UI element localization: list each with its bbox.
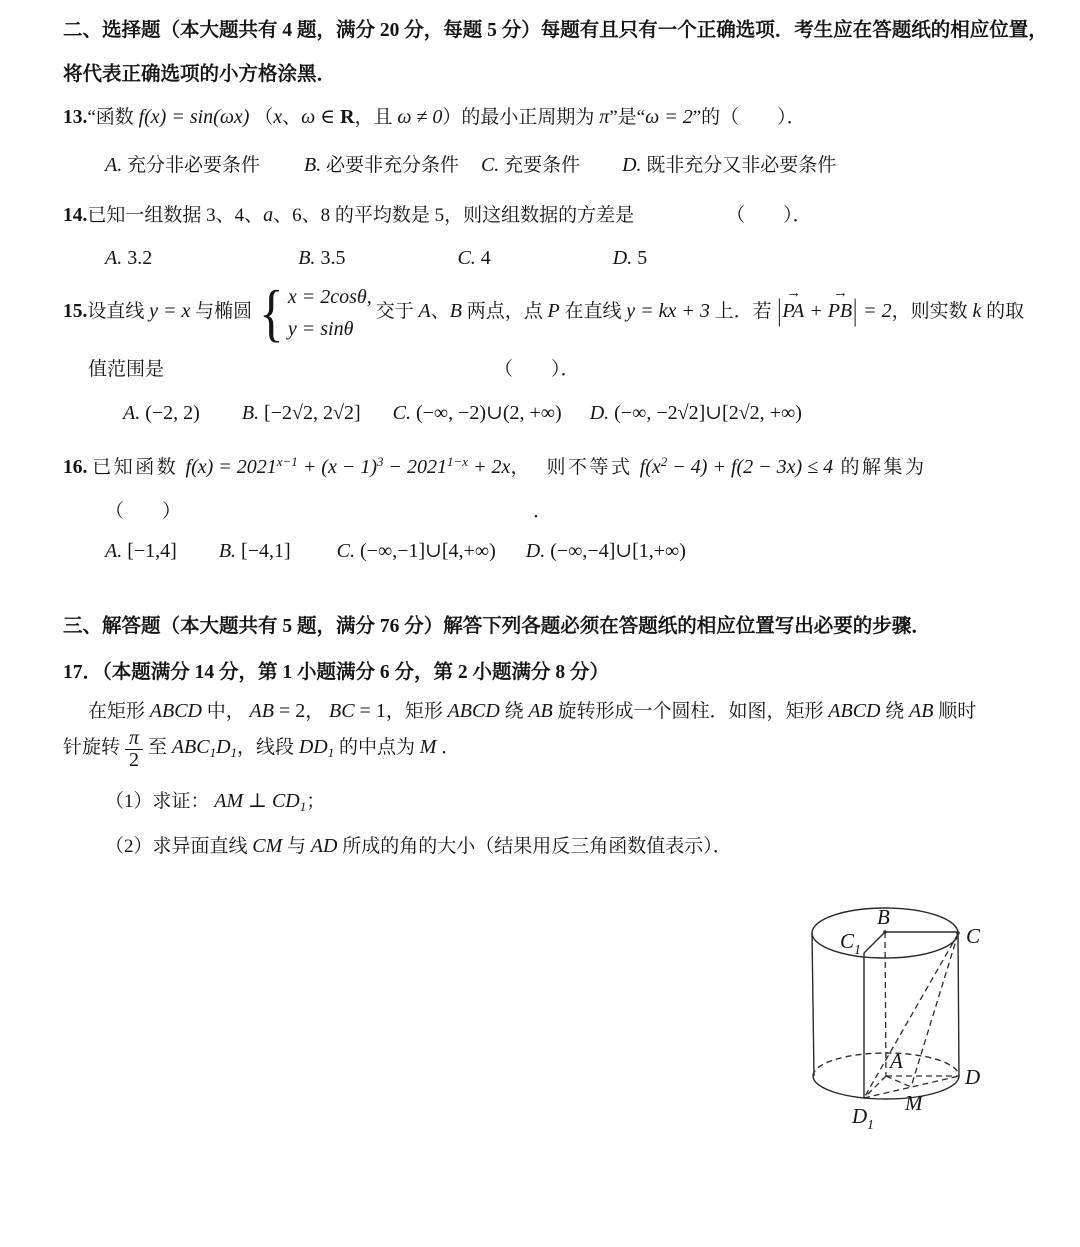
system-equations xyxy=(288,284,372,343)
point-C xyxy=(956,931,960,935)
text-segment: f(x xyxy=(639,455,661,478)
text-segment: A xyxy=(418,299,431,322)
text-segment: BC xyxy=(328,699,355,722)
text-segment: ； xyxy=(306,791,326,813)
text-segment: （1）求证： xyxy=(105,791,215,813)
text-segment: ，且 xyxy=(354,107,398,129)
s3-header xyxy=(63,614,1022,640)
equation-line: x = 2cosθ, xyxy=(287,285,372,308)
text-segment: CD xyxy=(271,790,300,813)
text-segment: A. xyxy=(105,539,123,562)
label-D: D xyxy=(965,1065,981,1089)
segment-CM xyxy=(911,934,958,1087)
text-segment: R xyxy=(340,106,355,129)
vector-arrow-icon: → xyxy=(786,284,801,301)
text-segment: ω ≠ 0 xyxy=(397,106,443,129)
left-brace: { xyxy=(259,277,284,349)
text-segment: ABCD xyxy=(828,699,881,722)
text-segment: D. xyxy=(622,154,642,177)
text-segment: 与椭圆 xyxy=(190,300,253,322)
text-segment: 的解集为 xyxy=(833,456,927,478)
q14-options xyxy=(63,245,1022,271)
text-segment: = 2 xyxy=(858,299,892,322)
cylinder-bottom-front-arc xyxy=(813,1076,959,1099)
text-segment: C. xyxy=(336,539,355,562)
text-segment: 值范围是 xyxy=(88,358,165,380)
label-M: M xyxy=(905,1091,923,1115)
figure-labels xyxy=(840,905,981,1133)
text-segment: x xyxy=(273,106,283,129)
text-segment: x−1 xyxy=(276,453,298,469)
vector-term: PB → xyxy=(827,284,853,322)
text-segment: | xyxy=(853,293,858,328)
equation-line: y = sinθ xyxy=(287,318,354,341)
text-segment: B. xyxy=(303,154,322,177)
text-segment: M xyxy=(419,736,437,759)
text-segment: ， 则不等式 xyxy=(510,456,640,478)
text-segment: “函数 xyxy=(87,107,139,129)
text-segment: ⊥ xyxy=(243,790,272,813)
text-segment: 针旋转 xyxy=(63,737,121,759)
text-segment: 三、解答题（本大题共有 5 题，满分 76 分）解答下列各题必须在答题纸的相应位置写出必要的步骤． xyxy=(63,616,931,638)
text-segment: AB xyxy=(528,699,553,722)
text-segment: a xyxy=(263,203,274,226)
q17-body-1 xyxy=(63,698,1022,724)
text-segment: D. xyxy=(612,247,633,270)
text-segment: 在矩形 xyxy=(88,700,150,722)
text-segment: ABCD xyxy=(447,699,500,722)
text-segment: CM xyxy=(252,835,283,858)
text-segment: 中， xyxy=(201,700,250,722)
text-segment: 的取 xyxy=(981,300,1025,322)
text-segment: 3.5 xyxy=(315,247,346,270)
text-segment: P xyxy=(547,299,560,322)
q16-options xyxy=(63,538,1022,564)
text-segment: ． xyxy=(533,500,553,522)
parametric-system xyxy=(256,277,372,349)
text-segment: ）的最小正周期为 xyxy=(442,107,600,129)
label-A: A xyxy=(890,1049,903,1073)
text-segment: (−∞,−4]∪[1,+∞) xyxy=(545,539,686,562)
text-segment: 、6、8 的平均数是 5，则这组数据的方差是 xyxy=(273,204,635,226)
text-segment: 17．（本题满分 14 分，第 1 小题满分 6 分，第 2 小题满分 8 分） xyxy=(63,661,610,683)
text-segment: 设直线 xyxy=(87,300,150,322)
segment-CD xyxy=(958,933,959,1076)
segment-BC1 xyxy=(864,932,885,953)
text-segment: D xyxy=(216,736,231,759)
text-segment: 16. xyxy=(63,456,93,478)
text-segment: 二、选择题（本大题共有 4 题，满分 20 分，每题 5 分）每题有且只有一个正确选项．考生应在答题纸的相应位置， xyxy=(63,20,1048,41)
text-segment: C. xyxy=(480,154,500,177)
label-B: B xyxy=(877,905,890,929)
text-segment: （ ）． xyxy=(494,358,580,380)
text-segment: | xyxy=(777,293,782,328)
text-segment: (−∞, −2)∪(2, +∞) xyxy=(410,401,562,424)
text-segment: − 4) + f(2 − 3x) ≤ 4 xyxy=(667,455,834,478)
text-segment: 1 xyxy=(327,745,335,761)
point-B xyxy=(883,930,887,934)
text-segment: ABC xyxy=(171,736,210,759)
text-segment: 旋转形成一个圆柱．如图，矩形 xyxy=(552,700,829,722)
text-segment: 1−x xyxy=(447,453,469,469)
label-C: C xyxy=(966,924,981,948)
text-segment: B xyxy=(449,299,462,322)
text-segment: 2 xyxy=(660,453,668,469)
text-segment: ． xyxy=(436,737,461,759)
text-segment: (−2, 2) xyxy=(140,401,200,424)
text-segment: 至 xyxy=(148,737,172,759)
text-segment: [−2√2, 2√2] xyxy=(259,401,361,424)
q17-body-2 xyxy=(63,728,1022,771)
text-segment: 1 xyxy=(230,745,238,761)
text-segment: AM xyxy=(214,790,244,813)
text-segment: ”是“ xyxy=(609,107,646,129)
text-segment: 与 xyxy=(282,836,311,858)
text-segment: [−4,1] xyxy=(236,539,291,562)
text-segment: 充要条件 xyxy=(499,155,581,177)
text-segment: C. xyxy=(457,247,476,270)
label-D1: D xyxy=(852,1104,868,1128)
text-segment: AB xyxy=(909,699,934,722)
text-segment: 充分非必要条件 xyxy=(122,155,260,177)
text-segment: 3.2 xyxy=(122,247,153,270)
label-C1: C xyxy=(840,929,855,953)
text-segment: 必要非充分条件 xyxy=(321,155,459,177)
text-segment: ，矩形 xyxy=(385,700,448,722)
fraction-denominator: 2 xyxy=(125,749,143,771)
text-segment: π xyxy=(599,106,610,129)
text-segment: 、 xyxy=(430,300,450,322)
text-segment: 顺时 xyxy=(933,700,977,722)
text-segment: − 2021 xyxy=(383,455,448,478)
text-segment: A. xyxy=(105,154,123,177)
text-segment: f(x) = sin(ωx) xyxy=(138,106,250,129)
q15-stem xyxy=(63,277,1025,349)
text-segment: B. xyxy=(298,247,316,270)
text-segment: B. xyxy=(218,539,237,562)
text-segment: y = x xyxy=(149,299,191,322)
text-segment: B. xyxy=(241,401,260,424)
text-segment: 4 xyxy=(475,247,491,270)
text-segment: DD xyxy=(298,736,328,759)
q15-stem-cont xyxy=(63,357,1022,382)
text-segment: 15. xyxy=(63,300,88,322)
text-segment: （ xyxy=(249,107,274,129)
vector-term: PA → xyxy=(782,284,805,322)
text-segment: ，线段 xyxy=(237,737,299,759)
text-segment: 绕 xyxy=(499,700,529,722)
axis-BA xyxy=(885,932,886,1076)
fraction xyxy=(125,728,143,771)
text-segment: A. xyxy=(105,247,123,270)
text-segment: f(x) = 2021 xyxy=(185,455,277,478)
s2-header-2 xyxy=(63,62,1022,88)
q14-stem xyxy=(63,202,1022,229)
text-segment: y = kx + 3 xyxy=(626,299,710,322)
text-segment: 14. xyxy=(63,204,88,226)
q17-header xyxy=(63,660,1022,686)
q17-sub-2 xyxy=(63,833,1022,859)
text-segment: 3 xyxy=(377,453,384,469)
text-segment: 已知一组数据 3、4、 xyxy=(87,204,264,226)
text-segment: 5 xyxy=(632,247,648,270)
q17-sub-1 xyxy=(63,788,1022,815)
text-segment: ω ∈ xyxy=(301,106,341,129)
text-segment: 、 xyxy=(282,107,302,129)
text-segment: （ ） xyxy=(105,500,182,522)
text-segment: ”的（ ）． xyxy=(692,107,806,129)
fraction-numerator: π xyxy=(129,727,140,750)
text-segment: 13. xyxy=(63,107,88,129)
label-C1-sub: 1 xyxy=(854,943,861,958)
text-segment: [−1,4] xyxy=(122,539,177,562)
vector-arrow-icon: → xyxy=(832,284,847,301)
text-segment: AB xyxy=(249,699,274,722)
text-segment: = 2 xyxy=(273,699,306,722)
text-segment: AD xyxy=(310,835,338,858)
text-segment: = 1 xyxy=(354,699,386,722)
text-segment: + 2x xyxy=(468,455,511,478)
text-segment: C. xyxy=(392,401,411,424)
cylinder-figure xyxy=(792,896,1014,1154)
text-segment: k xyxy=(972,299,982,322)
text-segment: 1 xyxy=(299,799,307,815)
text-segment: (−∞,−1]∪[4,+∞) xyxy=(355,539,496,562)
q15-options xyxy=(63,400,1022,426)
text-segment: 绕 xyxy=(880,700,910,722)
text-segment: 的中点为 xyxy=(334,737,420,759)
text-segment: ω = 2 xyxy=(645,106,693,129)
text-segment: A. xyxy=(123,401,141,424)
text-segment: 1 xyxy=(209,745,217,761)
text-segment: 在直线 xyxy=(559,300,627,322)
text-segment: （ ）． xyxy=(726,204,812,226)
text-segment: 两点，点 xyxy=(461,300,548,322)
text-segment: + xyxy=(804,299,828,322)
q13-options xyxy=(63,152,1022,178)
text-segment: 上．若 xyxy=(709,300,777,322)
text-segment: 将代表正确选项的小方格涂黑． xyxy=(63,63,337,85)
label-D1-sub: 1 xyxy=(867,1118,874,1133)
q16-answer-slot xyxy=(63,499,1022,524)
s2-header-1 xyxy=(63,18,1048,44)
text-segment: + (x − 1) xyxy=(297,455,378,478)
text-segment: 所成的角的大小（结果用反三角函数值表示）． xyxy=(337,836,732,858)
text-segment: ABCD xyxy=(149,699,202,722)
text-segment: ， xyxy=(305,700,329,722)
cylinder-left-edge xyxy=(812,933,814,1076)
text-segment: ，则实数 xyxy=(891,300,973,322)
q13-stem xyxy=(63,104,1022,131)
q16-stem xyxy=(63,453,1022,481)
cylinder-figure-svg xyxy=(792,896,1014,1154)
text-segment: （2）求异面直线 xyxy=(105,836,253,858)
text-segment: 既非充分又非必要条件 xyxy=(641,155,837,177)
text-segment: D. xyxy=(589,401,610,424)
segment-AM xyxy=(886,1076,911,1087)
text-segment: (−∞, −2√2]∪[2√2, +∞) xyxy=(609,401,802,424)
text-segment: 已知函数 xyxy=(92,456,186,478)
text-segment: D. xyxy=(525,539,546,562)
segment-AD1 xyxy=(864,1076,886,1098)
text-segment: 交于 xyxy=(375,300,419,322)
